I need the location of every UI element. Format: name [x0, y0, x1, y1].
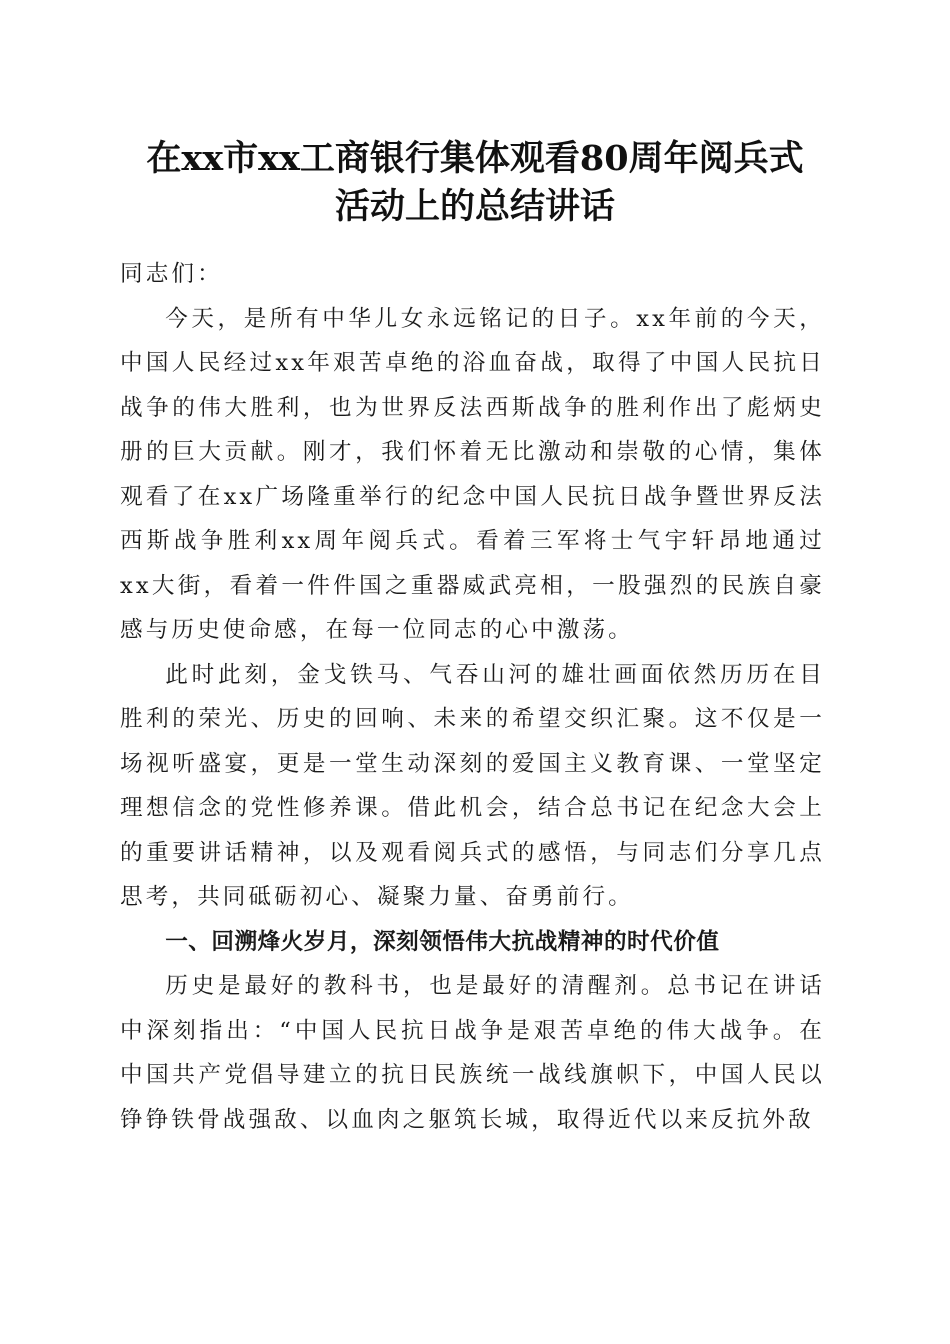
- paragraph-2: 此时此刻，金戈铁马、气吞山河的雄壮画面依然历历在目胜利的荣光、历史的回响、未来的希望交织汇聚。这不仅是一场视听盛宴，更是一堂生动深刻的爱国主义教育课、一堂坚定理想信念的党性修养课。借此机会，结合总书记在纪念大会上的重要讲话精神，以及观看阅兵式的感悟，与同志们分享几点思考，共同砥砺初心、凝聚力量、奋勇前行。: [120, 661, 825, 910]
- section-heading-1: 一、回溯烽火岁月，深刻领悟伟大抗战精神的时代价值: [165, 928, 720, 955]
- section-paragraph-1: 历史是最好的教科书，也是最好的清醒剂。总书记在讲话中深刻指出：“中国人民抗日战争是艰苦卓绝的伟大战争。在中国共产党倡导建立的抗日民族统一战线旗帜下，中国人民以铮铮铁骨战强敌、以血肉之躯筑长城，取得近代以来反抗外敌: [120, 973, 825, 1133]
- document-body: [120, 252, 825, 1142]
- salutation: 同志们：: [120, 261, 223, 287]
- paragraph-1: 今天，是所有中华儿女永远铭记的日子。xx年前的今天，中国人民经过xx年艰苦卓绝的浴血奋战，取得了中国人民抗日战争的伟大胜利，也为世界反法西斯战争的胜利作出了彪炳史册的巨大贡献。刚才，我们怀着无比激动和崇敬的心情，集体观看了在xx广场隆重举行的纪念中国人民抗日战争暨世界反法西斯战争胜利xx周年阅兵式。看着三军将士气宇轩昂地通过xx大街，看着一件件国之重器威武亮相，一股强烈的民族自豪感与历史使命感，在每一位同志的心中激荡。: [120, 305, 825, 643]
- document-title-line-2: 活动上的总结讲话: [334, 186, 615, 227]
- document-title-line-1: 在xx市xx工商银行集体观看80周年阅兵式: [146, 138, 804, 179]
